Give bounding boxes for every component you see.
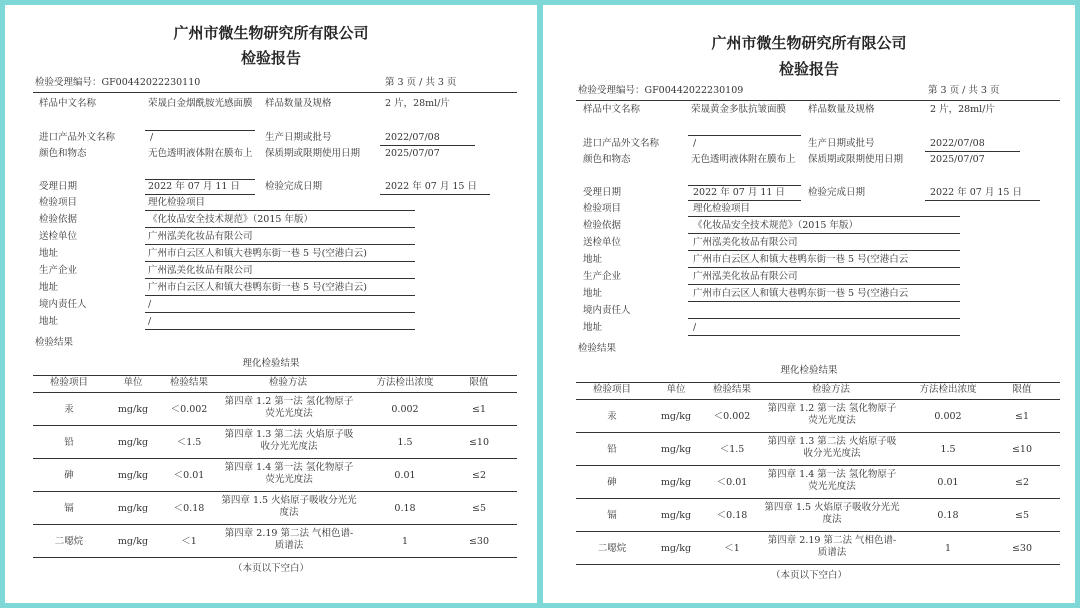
cell-result: ＜1.5 <box>719 444 745 455</box>
cell-result: ＜1.5 <box>176 437 202 448</box>
info-value: 荣晟黄金多肽抗皱面膜 <box>691 104 787 115</box>
info-label: 保质期或限期使用日期 <box>265 148 361 159</box>
cell-method: 第四章 2.19 第二法 气相色谱-质谱法 <box>767 535 897 558</box>
row-value: / <box>148 299 152 310</box>
field-rule <box>145 130 255 131</box>
cell-result: ＜0.002 <box>713 411 751 422</box>
cell-item: 汞 <box>64 404 74 415</box>
row-label: 检验依据 <box>39 214 78 225</box>
cell-item: 二噁烷 <box>54 536 84 547</box>
cell-limit: ≤30 <box>1011 543 1033 554</box>
field-rule <box>145 312 415 313</box>
cell-unit: mg/kg <box>660 543 692 554</box>
cell-method: 第四章 1.4 第一法 氢化物原子荧光光度法 <box>767 469 897 492</box>
report-page-right <box>543 5 1075 603</box>
field-rule <box>688 135 801 136</box>
cell-detect: 1.5 <box>940 444 956 455</box>
table-rule <box>576 399 1060 400</box>
row-value: 理化检验项目 <box>693 203 751 214</box>
row-value: 广州泓美化妆品有限公司 <box>693 237 798 248</box>
header-rule <box>33 92 517 93</box>
cell-detect: 1 <box>401 536 409 547</box>
col-header: 方法检出浓度 <box>919 384 977 395</box>
info-label: 受理日期 <box>583 187 622 198</box>
cell-method: 第四章 1.2 第一法 氢化物原子荧光光度法 <box>224 396 354 419</box>
field-rule <box>688 284 960 285</box>
col-header: 方法检出浓度 <box>376 377 434 388</box>
report-title: 检验报告 <box>240 49 301 67</box>
cell-limit: ≤5 <box>471 503 486 514</box>
table-rule <box>33 392 517 393</box>
table-rule <box>576 531 1060 532</box>
cell-limit: ≤1 <box>1014 411 1029 422</box>
cell-detect: 1.5 <box>397 437 413 448</box>
info-label: 进口产品外文名称 <box>583 138 660 149</box>
table-rule <box>576 465 1060 466</box>
cell-limit: ≤2 <box>1014 477 1029 488</box>
row-value: / <box>148 316 152 327</box>
field-rule <box>380 194 490 195</box>
field-rule <box>688 301 960 302</box>
info-value: 2022/07/08 <box>930 138 985 149</box>
table-rule <box>576 564 1060 565</box>
field-rule <box>145 227 415 228</box>
cell-detect: 0.01 <box>937 477 959 488</box>
col-header: 检验项目 <box>592 384 631 395</box>
cell-item: 镉 <box>607 510 617 521</box>
row-label: 地址 <box>583 254 603 265</box>
results-label: 检验结果 <box>578 343 617 354</box>
cell-unit: mg/kg <box>660 510 692 521</box>
info-label: 样品数量及规格 <box>265 98 332 109</box>
info-value: 2025/07/07 <box>930 154 985 165</box>
section-title: 理化检验结果 <box>242 358 300 369</box>
row-label: 地址 <box>39 282 59 293</box>
col-header: 限值 <box>469 377 489 388</box>
table-rule <box>33 491 517 492</box>
cell-limit: ≤30 <box>468 536 490 547</box>
info-label: 颜色和物态 <box>583 154 631 165</box>
info-label: 样品中文名称 <box>583 104 641 115</box>
cell-item: 砷 <box>64 470 74 481</box>
row-value: 广州市白云区人和镇大巷鸭东街一巷 5 号(空港白云 <box>693 288 909 299</box>
col-header: 检验结果 <box>169 377 208 388</box>
info-label: 样品数量及规格 <box>808 104 875 115</box>
cell-result: ＜0.01 <box>716 477 748 488</box>
cell-detect: 0.18 <box>937 510 959 521</box>
info-value: 2025/07/07 <box>385 148 440 159</box>
field-rule <box>688 250 960 251</box>
row-value: 广州市白云区人和镇大巷鸭东街一巷 5 号(空港白云) <box>148 282 367 293</box>
col-header: 检验方法 <box>811 384 850 395</box>
col-header: 单位 <box>123 377 143 388</box>
row-value: 《化妆品安全技术规范》（2015 年版） <box>693 220 858 231</box>
cell-result: ＜1 <box>181 536 197 547</box>
cell-method: 第四章 1.5 火焰原子吸收分光光度法 <box>221 495 357 518</box>
field-rule <box>145 295 415 296</box>
info-value: / <box>150 132 154 143</box>
field-rule <box>688 267 960 268</box>
col-header: 检验结果 <box>712 384 751 395</box>
cell-unit: mg/kg <box>117 536 149 547</box>
row-label: 地址 <box>583 288 603 299</box>
row-label: 检验项目 <box>39 197 78 208</box>
cell-item: 铅 <box>607 444 617 455</box>
field-rule <box>688 216 960 217</box>
page-footer: （本页以下空白） <box>770 570 847 581</box>
cell-method: 第四章 1.5 火焰原子吸收分光光度法 <box>764 502 900 525</box>
info-value: 2 片，28ml/片 <box>930 104 995 115</box>
info-value: 2022 年 07 月 15 日 <box>385 181 477 192</box>
cell-limit: ≤1 <box>471 404 486 415</box>
cell-unit: mg/kg <box>117 503 149 514</box>
table-rule <box>33 458 517 459</box>
info-value: 无色透明液体附在膜布上 <box>148 148 253 159</box>
row-value: 理化检验项目 <box>148 197 206 208</box>
info-label: 生产日期或批号 <box>808 138 875 149</box>
cell-result: ＜0.18 <box>173 503 205 514</box>
report-title: 检验报告 <box>778 60 839 78</box>
field-rule <box>688 200 801 201</box>
field-rule <box>688 185 801 186</box>
row-label: 境内责任人 <box>583 305 631 316</box>
table-rule <box>33 375 517 376</box>
cell-item: 铅 <box>64 437 74 448</box>
cell-method: 第四章 1.3 第二法 火焰原子吸收分光光度法 <box>767 436 897 459</box>
row-value: / <box>693 322 697 333</box>
field-rule <box>145 329 415 330</box>
page-number: 第 3 页 / 共 3 页 <box>385 77 457 88</box>
info-label: 样品中文名称 <box>39 98 97 109</box>
info-label: 保质期或限期使用日期 <box>808 154 904 165</box>
cell-detect: 0.002 <box>391 404 419 415</box>
info-value: 无色透明液体附在膜布上 <box>691 154 796 165</box>
cell-method: 第四章 2.19 第二法 气相色谱-质谱法 <box>224 528 354 551</box>
cell-result: ＜1 <box>724 543 740 554</box>
cell-item: 汞 <box>607 411 617 422</box>
cell-method: 第四章 1.3 第二法 火焰原子吸收分光光度法 <box>224 429 354 452</box>
cell-unit: mg/kg <box>117 437 149 448</box>
cell-detect: 0.18 <box>394 503 416 514</box>
info-label: 进口产品外文名称 <box>39 132 116 143</box>
field-rule <box>925 151 1020 152</box>
info-label: 生产日期或批号 <box>265 132 332 143</box>
company-name: 广州市微生物研究所有限公司 <box>711 34 907 52</box>
info-value: 2022 年 07 月 11 日 <box>693 187 785 198</box>
cell-unit: mg/kg <box>117 470 149 481</box>
cell-result: ＜0.002 <box>170 404 208 415</box>
cell-limit: ≤2 <box>471 470 486 481</box>
row-value: 《化妆品安全技术规范》（2015 年版） <box>148 214 313 225</box>
row-label: 地址 <box>583 322 603 333</box>
info-value: 2022/07/08 <box>385 132 440 143</box>
field-rule <box>688 233 960 234</box>
table-rule <box>576 382 1060 383</box>
row-value: 广州泓美化妆品有限公司 <box>693 271 798 282</box>
cell-unit: mg/kg <box>117 404 149 415</box>
header-rule <box>576 100 1060 101</box>
row-label: 境内责任人 <box>39 299 87 310</box>
field-rule <box>688 318 960 319</box>
row-label: 地址 <box>39 248 59 259</box>
row-label: 检验依据 <box>583 220 622 231</box>
info-value: / <box>693 138 697 149</box>
field-rule <box>380 145 475 146</box>
cell-limit: ≤10 <box>468 437 490 448</box>
page-number: 第 3 页 / 共 3 页 <box>928 85 1000 96</box>
row-label: 生产企业 <box>583 271 622 282</box>
cell-detect: 0.01 <box>394 470 416 481</box>
page-footer: （本页以下空白） <box>232 563 309 574</box>
field-rule <box>145 210 415 211</box>
cell-result: ＜0.18 <box>716 510 748 521</box>
field-rule <box>925 200 1040 201</box>
row-label: 送检单位 <box>39 231 78 242</box>
field-rule <box>145 244 415 245</box>
info-label: 检验完成日期 <box>808 187 866 198</box>
table-rule <box>33 557 517 558</box>
cell-limit: ≤10 <box>1011 444 1033 455</box>
accept-number: 检验受理编号：GF00442022230109 <box>578 85 744 96</box>
cell-item: 二噁烷 <box>597 543 627 554</box>
table-rule <box>576 498 1060 499</box>
row-value: 广州市白云区人和镇大巷鸭东街一巷 5 号(空港白云) <box>148 248 367 259</box>
info-label: 受理日期 <box>39 181 78 192</box>
field-rule <box>145 194 255 195</box>
row-value: 广州泓美化妆品有限公司 <box>148 231 253 242</box>
cell-result: ＜0.01 <box>173 470 205 481</box>
table-rule <box>33 425 517 426</box>
field-rule <box>688 335 960 336</box>
cell-item: 砷 <box>607 477 617 488</box>
info-label: 颜色和物态 <box>39 148 87 159</box>
results-label: 检验结果 <box>35 337 74 348</box>
row-value: 广州泓美化妆品有限公司 <box>148 265 253 276</box>
info-value: 2022 年 07 月 11 日 <box>148 181 240 192</box>
table-rule <box>33 524 517 525</box>
cell-detect: 1 <box>944 543 952 554</box>
cell-limit: ≤5 <box>1014 510 1029 521</box>
accept-number: 检验受理编号：GF00442022230110 <box>35 77 201 88</box>
cell-method: 第四章 1.4 第一法 氢化物原子荧光光度法 <box>224 462 354 485</box>
table-rule <box>576 432 1060 433</box>
info-label: 检验完成日期 <box>265 181 323 192</box>
cell-unit: mg/kg <box>660 477 692 488</box>
info-value: 2022 年 07 月 15 日 <box>930 187 1022 198</box>
col-header: 检验方法 <box>268 377 307 388</box>
info-value: 2 片，28ml/片 <box>385 98 450 109</box>
col-header: 限值 <box>1012 384 1032 395</box>
info-value: 荣晟白金烟酰胺光感面膜 <box>148 98 253 109</box>
row-label: 生产企业 <box>39 265 78 276</box>
field-rule <box>145 179 255 180</box>
report-page-left <box>5 5 537 603</box>
col-header: 检验项目 <box>49 377 88 388</box>
row-label: 送检单位 <box>583 237 622 248</box>
row-label: 地址 <box>39 316 59 327</box>
cell-unit: mg/kg <box>660 411 692 422</box>
row-value: 广州市白云区人和镇大巷鸭东街一巷 5 号(空港白云 <box>693 254 909 265</box>
cell-item: 镉 <box>64 503 74 514</box>
row-label: 检验项目 <box>583 203 622 214</box>
section-title: 理化检验结果 <box>780 365 838 376</box>
company-name: 广州市微生物研究所有限公司 <box>173 24 369 42</box>
field-rule <box>145 261 415 262</box>
cell-method: 第四章 1.2 第一法 氢化物原子荧光光度法 <box>767 403 897 426</box>
cell-detect: 0.002 <box>934 411 962 422</box>
cell-unit: mg/kg <box>660 444 692 455</box>
field-rule <box>145 278 415 279</box>
col-header: 单位 <box>666 384 686 395</box>
